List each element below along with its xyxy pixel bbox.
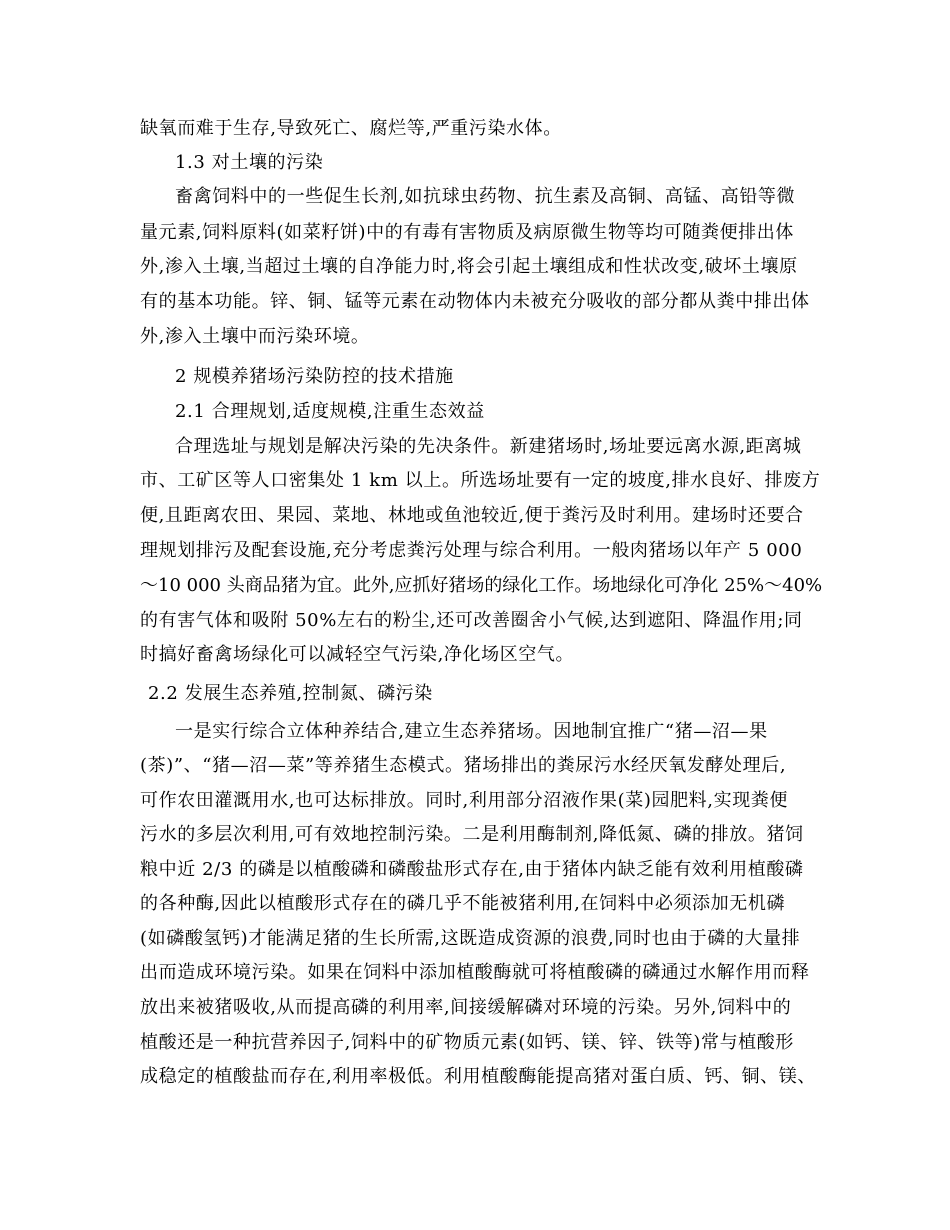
body-text-line: 成稳定的植酸盐而存在,利用率极低。利用植酸酶能提高猪对蛋白质、钙、铜、镁、 xyxy=(140,1066,816,1087)
body-text-line: 理规划排污及配套设施,充分考虑粪污处理与综合利用。一般肉猪场以年产 5 000 xyxy=(140,540,803,561)
body-text-line: 量元素,饲料原料(如菜籽饼)中的有毒有害物质及病原微生物等均可随粪便排出体 xyxy=(140,222,794,243)
section-heading-2-2: 2.2 发展生态养殖,控制氮、磷污染 xyxy=(148,683,433,704)
body-text-line: 粮中近 2/3 的磷是以植酸磷和磷酸盐形式存在,由于猪体内缺乏能有效利用植酸磷 xyxy=(140,859,804,880)
body-text-line: (茶)”、“猪—沼—菜”等养猪生态模式。猪场排出的粪尿污水经厌氧发酵处理后, xyxy=(140,755,787,776)
body-text-line: 植酸还是一种抗营养因子,饲料中的矿物质元素(如钙、镁、锌、铁等)常与植酸形 xyxy=(140,1032,794,1053)
body-text-line: 外,渗入土壤中而污染环境。 xyxy=(140,326,370,347)
section-heading-1-3: 1.3 对土壤的污染 xyxy=(175,152,324,173)
body-text-line: ～10 000 头商品猪为宜。此外,应抓好猪场的绿化工作。场地绿化可净化 25%～40% xyxy=(140,575,823,596)
body-text-line: 出而造成环境污染。如果在饲料中添加植酸酶就可将植酸磷的磷通过水解作用而释 xyxy=(140,962,810,983)
body-text-line: 放出来被猪吸收,从而提高磷的利用率,间接缓解磷对环境的污染。另外,饲料中的 xyxy=(140,997,792,1018)
paragraph-first-line: 畜禽饲料中的一些促生长剂,如抗球虫药物、抗生素及高铜、高锰、高铅等微 xyxy=(175,186,796,207)
body-text-line: 可作农田灌溉用水,也可达标排放。同时,利用部分沼液作果(菜)园肥料,实现粪便 xyxy=(140,790,789,811)
body-text-line: (如磷酸氢钙)才能满足猪的生长所需,这既造成资源的浪费,同时也由于磷的大量排 xyxy=(140,928,801,949)
paragraph-first-line: 一是实行综合立体种养结合,建立生态养猪场。因地制宜推广“猪—沼—果 xyxy=(175,721,768,742)
body-text-line: 有的基本功能。锌、铜、锰等元素在动物体内未被充分吸收的部分都从粪中排出体 xyxy=(140,291,810,312)
body-text-line: 便,且距离农田、果园、菜地、林地或鱼池较近,便于粪污及时利用。建场时还要合 xyxy=(140,505,804,526)
body-text-line: 外,渗入土壤,当超过土壤的自净能力时,将会引起土壤组成和性状改变,破坏土壤原 xyxy=(140,256,798,277)
body-text-line: 时搞好畜禽场绿化可以减轻空气污染,净化场区空气。 xyxy=(140,644,575,665)
paragraph-first-line: 合理选址与规划是解决污染的先决条件。新建猪场时,场址要远离水源,距离城 xyxy=(175,436,802,457)
section-heading-2-1: 2.1 合理规划,适度规模,注重生态效益 xyxy=(175,401,485,422)
section-heading-2: 2 规模养猪场污染防控的技术措施 xyxy=(175,366,454,387)
body-text-line: 的各种酶,因此以植酸形式存在的磷几乎不能被猪利用,在饲料中必须添加无机磷 xyxy=(140,893,786,914)
body-text-line: 的有害气体和吸附 50%左右的粉尘,还可改善圈舍小气候,达到遮阳、降温作用;同 xyxy=(140,610,803,631)
body-text-line: 缺氧而难于生存,导致死亡、腐烂等,严重污染水体。 xyxy=(140,118,562,139)
body-text-line: 市、工矿区等人口密集处 1 km 以上。所选场址要有一定的坡度,排水良好、排废方 xyxy=(140,470,821,491)
body-text-line: 污水的多层次利用,可有效地控制污染。二是利用酶制剂,降低氮、磷的排放。猪饲 xyxy=(140,824,804,845)
